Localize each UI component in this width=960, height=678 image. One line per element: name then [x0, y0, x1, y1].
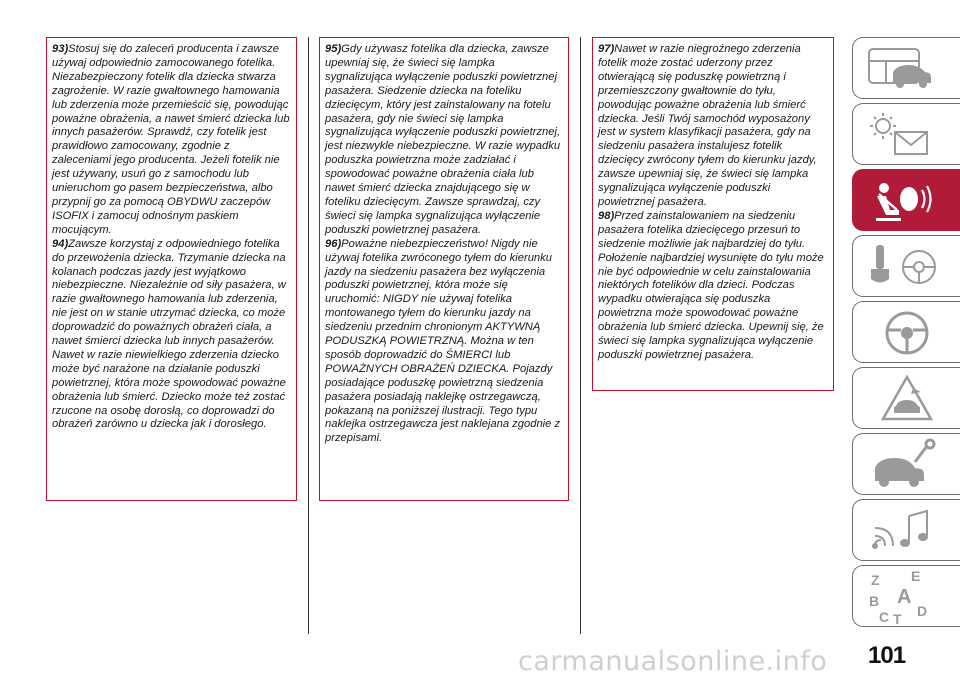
index-letter-z: Z	[871, 572, 880, 588]
chapter-tab-starting[interactable]	[852, 235, 960, 297]
warning-column-1	[46, 37, 297, 501]
index-letter-t: T	[893, 611, 902, 627]
warning-98: 98)Przed zainstalowaniem na siedzeniu pasażera fotelika dziecięcego przesuń to siedzenie możliwie jak najbardziej do tyłu. Położenie najbardziej wysunięte do tyłu może nie być odpowiednie w celu zainstalowania niektórych fotelików dla dzieci. Podczas wypadku otwierająca się poduszka powietrzna może spowodować poważne obrażenia lub śmierć dziecka. Upewnij się, że świeci się lampka sygnalizująca wyłączenie poduszki powietrznej pasażera.	[598, 209, 824, 361]
emergency-warning-triangle-icon	[853, 368, 960, 430]
chapter-tab-maintenance[interactable]	[852, 433, 960, 495]
index-letters-icon	[853, 566, 960, 628]
index-letter-e: E	[911, 568, 921, 584]
steering-wheel-icon	[853, 302, 960, 364]
index-letter-c: C	[879, 609, 890, 625]
chapter-tab-driving[interactable]	[852, 301, 960, 363]
chapter-tab-emergency[interactable]	[852, 367, 960, 429]
chapter-tab-index[interactable]	[852, 565, 960, 627]
safety-airbag-icon	[853, 170, 960, 232]
page-number: 101	[868, 642, 906, 669]
index-letter-d: D	[917, 603, 928, 619]
chapter-tab-dashboard[interactable]	[852, 37, 960, 99]
warning-column-3	[592, 37, 834, 391]
warning-96: 96)Poważne niebezpieczeństwo! Nigdy nie używaj fotelika zwróconego tyłem do kierunku jazdy na siedzeniu pasażera bez wyłączenia poduszki powietrznej, która może się uruchomić: NIGDY nie używaj fotelika montowanego tyłem do kierunku jazdy na siedzeniu przednim chronionym AKTYWNĄ PODUSZKĄ POWIETRZNĄ. Można w ten sposób doprowadzić do ŚMIERCI lub POWAŻNYCH OBRAŻEŃ DZIECKA. Pojazdy posiadające poduszkę powietrzną siedzenia pasażera posiadają naklejkę ostrzegawczą, pokazaną na poniższej ilustracji. Tego typu naklejka ostrzegawcza jest naklejana zgodnie z przepisami.	[325, 237, 561, 445]
warning-93: 93)Stosuj się do zaleceń producenta i zawsze używaj odpowiednio zamocowanego fotelika. Niezabezpieczony fotelik dla dziecka stwarza zagrożenie. W razie gwałtownego hamowania lub zderzenia może przemieścić się, powodując poważne obrażenia, a nawet śmierć dziecka lub innych pasażerów. Sprawdź, czy fotelik jest prawidłowo zamocowany, zgodnie z zaleceniami jego producenta. Jeżeli fotelik nie jest używany, usuń go z samochodu lub unieruchom go pasem bezpieczeństwa, albo przypnij go za pomocą OBYDWU zaczepów ISOFIX i zamocuj odnośnym paskiem mocującym.	[52, 43, 290, 236]
chapter-tab-multimedia[interactable]	[852, 499, 960, 561]
warning-97: 97)Nawet w razie niegroźnego zderzenia fotelik może zostać uderzony przez otwierającą się poduszkę powietrzną i przemieszczony gwałtownie do tyłu, powodując poważne obrażenia lub śmierć dziecka. Jeśli Twój samochód wyposażony jest w system klasyfikacji pasażera, gdy na siedzeniu pasażera instalujesz fotelik dziecięcy zwrócony tyłem do kierunku jazdy, zawsze upewniaj się, że świeci się lampka sygnalizująca wyłączenie poduszki powietrznej pasażera.	[598, 43, 817, 208]
index-letter-b: B	[869, 593, 880, 609]
car-tools-maintenance-icon	[853, 434, 960, 496]
column-divider	[308, 37, 309, 634]
warning-95: 95)Gdy używasz fotelika dla dziecka, zawsze upewniaj się, że świeci się lampka sygnalizująca wyłączenie poduszki powietrznej pasażera. Siedzenie dziecka na foteliku dziecięcym, który jest zainstalowany na fotelu pasażera, gdy nie świeci się lampka sygnalizująca wyłączenie poduszki powietrznej, jest niezwykle niebezpieczne. W razie wypadku poduszka powietrzna może zadziałać i spowodować poważne obrażenia ciała lub nawet śmierć dziecka znajdującego się w foteliku dziecięcym. Zawsze sprawdzaj, czy świeci się lampka sygnalizująca wyłączenie poduszki powietrznej pasażera.	[325, 43, 561, 236]
warning-94: 94)Zawsze korzystaj z odpowiedniego fotelika do przewożenia dziecka. Trzymanie dziecka na kolanach podczas jazdy jest wyjątkowo niebezpieczne. Niezależnie od siły pasażera, w razie gwałtownego hamowania lub zderzenia, nie jest on w stanie utrzymać dziecka, co może doprowadzić do poważnych obrażeń ciała, a nawet śmierci dziecka lub innych pasażerów. Nawet w razie niewielkiego zderzenia dziecko może być narażone na działanie poduszki powietrznej, która może spowodować poważne obrażenia lub śmierć. Dziecko może też zostać rzucone na osobę dorosłą, co doprowadzi do obrażeń zarówno u dziecka jak i dorosłego.	[52, 237, 286, 431]
chapter-tab-safety[interactable]	[852, 169, 960, 231]
key-starting-icon	[853, 236, 960, 298]
warning-lights-message-icon	[853, 104, 960, 166]
chapter-tab-warning-lights[interactable]	[852, 103, 960, 165]
car-dashboard-icon	[853, 38, 960, 100]
multimedia-radio-icon	[853, 500, 960, 562]
column-divider	[580, 37, 581, 634]
index-letter-a: A	[897, 586, 912, 608]
watermark: carmanualsonline.info	[518, 646, 828, 677]
warning-column-2	[319, 37, 569, 501]
